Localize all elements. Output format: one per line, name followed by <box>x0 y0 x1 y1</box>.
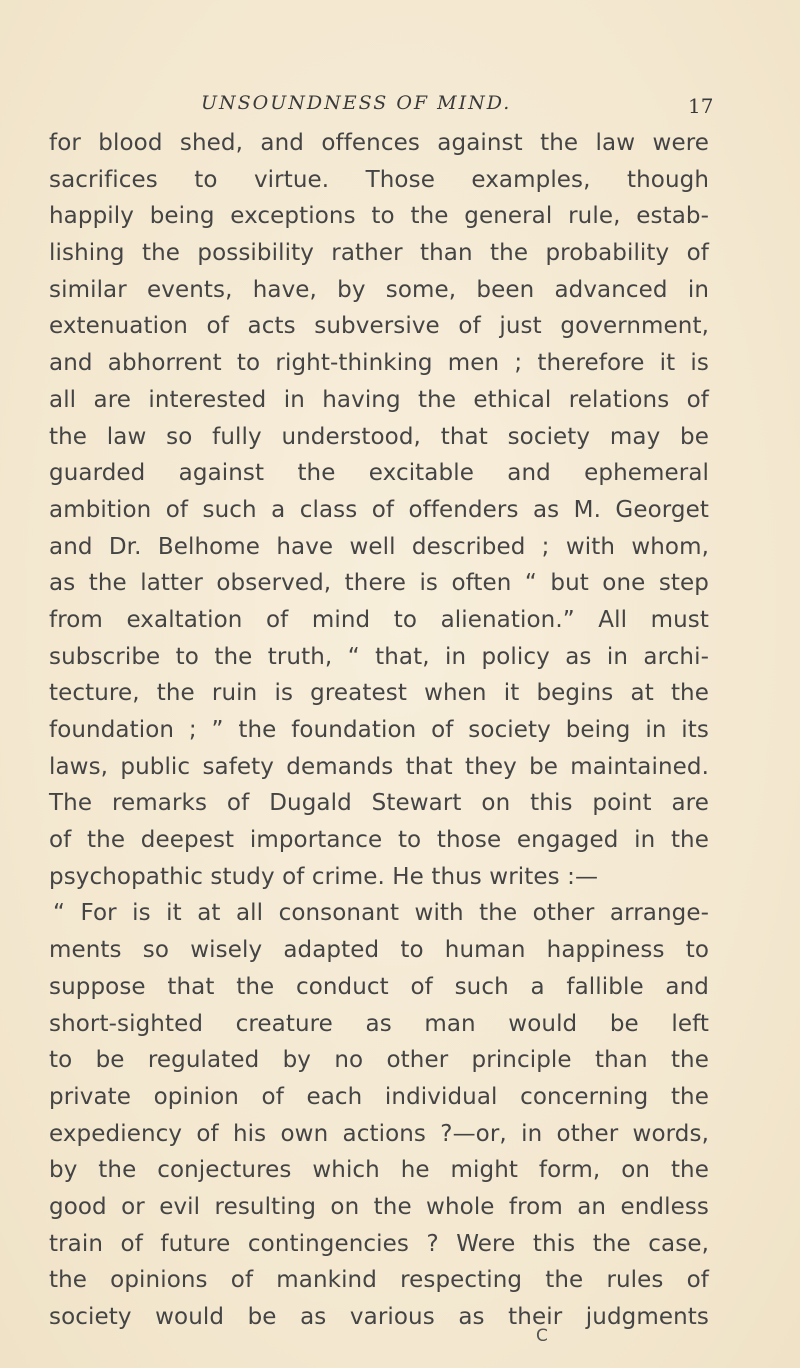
text-line: as the latter observed, there is often “ but one step <box>49 570 709 597</box>
text-line: ambition of such a class of offenders as M. Georget <box>49 496 709 523</box>
text-line: similar events, have, by some, been advanced in <box>49 276 709 303</box>
text-line: all are interested in having the ethical relations of <box>49 386 709 413</box>
text-line: The remarks of Dugald Stewart on this point are <box>49 790 709 817</box>
text-line: ments so wisely adapted to human happiness to <box>49 937 709 964</box>
text-line: and Dr. Belhome have well described ; with whom, <box>49 533 709 560</box>
text-line: the opinions of mankind respecting the rules of <box>49 1267 709 1294</box>
text-line: extenuation of acts subversive of just government, <box>49 313 709 340</box>
text-line: happily being exceptions to the general rule, estab- <box>49 203 709 230</box>
text-line: of the deepest importance to those engaged in the <box>49 827 709 854</box>
text-line: expediency of his own actions ?—or, in other words, <box>49 1120 709 1147</box>
text-line: “ For is it at all consonant with the other arrange- <box>53 900 709 927</box>
text-line: suppose that the conduct of such a fallible and <box>49 973 709 1000</box>
text-line: sacrifices to virtue. Those examples, though <box>49 166 709 193</box>
text-line: to be regulated by no other principle than the <box>49 1047 709 1074</box>
text-line: society would be as various as their judgments <box>49 1304 709 1330</box>
text-line: from exaltation of mind to alienation.” All must <box>49 606 709 633</box>
text-line: good or evil resulting on the whole from an endless <box>49 1193 709 1220</box>
text-line: for blood shed, and offences against the law were <box>49 130 709 156</box>
text-line: psychopathic study of crime. He thus writes :— <box>49 863 599 890</box>
text-line: by the conjectures which he might form, on the <box>49 1157 709 1184</box>
text-line: lishing the possibility rather than the probability of <box>49 240 709 267</box>
signature-mark: C <box>536 1326 548 1346</box>
text-line: laws, public safety demands that they be maintained. <box>49 753 709 780</box>
text-line: train of future contingencies ? Were this the case, <box>49 1230 709 1257</box>
text-line: foundation ; ” the foundation of society being in its <box>49 717 709 743</box>
text-line: guarded against the excitable and ephemeral <box>49 460 709 487</box>
text-line: and abhorrent to right-thinking men ; therefore it is <box>49 350 709 377</box>
text-line: subscribe to the truth, “ that, in policy as in archi- <box>49 643 709 670</box>
text-line: private opinion of each individual concerning the <box>49 1083 709 1110</box>
text-line: the law so fully understood, that society may be <box>49 423 709 450</box>
text-line: tecture, the ruin is greatest when it begins at the <box>49 680 709 707</box>
text-line: short-sighted creature as man would be left <box>49 1010 709 1037</box>
running-head: UNSOUNDNESS OF MIND. <box>201 92 512 114</box>
body-text <box>49 125 709 1336</box>
page-number: 17 <box>688 94 714 118</box>
